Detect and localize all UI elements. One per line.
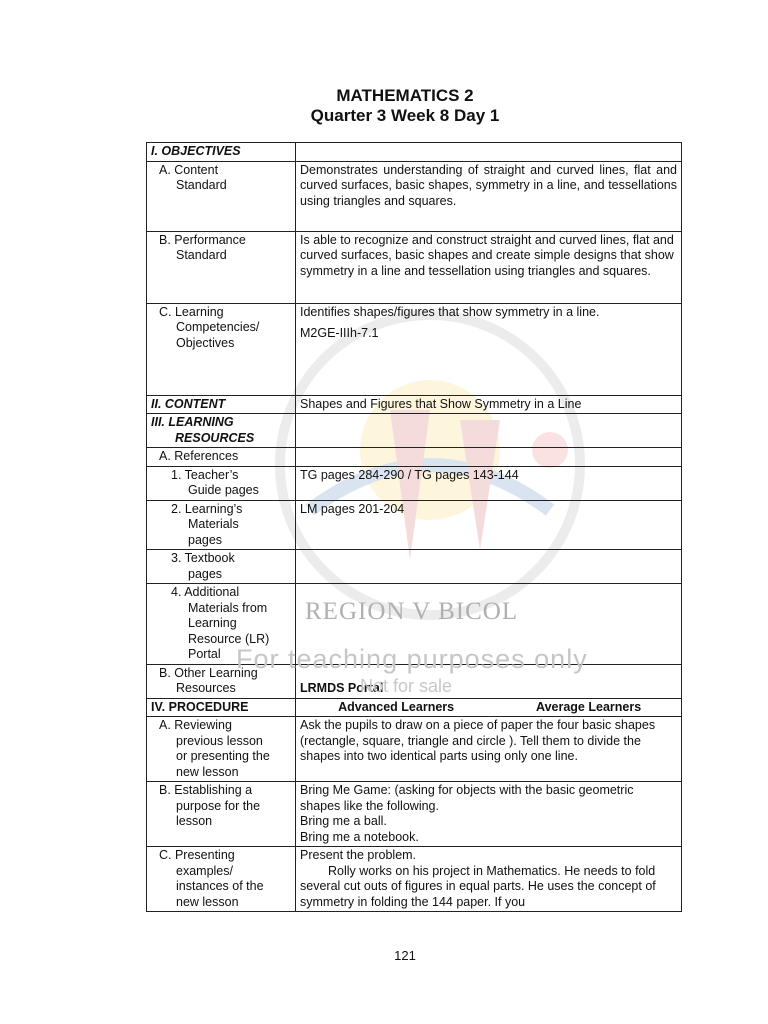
advanced-learners-heading: Advanced Learners (338, 699, 455, 714)
other-resources-text: LRMDS Portal (296, 664, 682, 698)
textbook-label (147, 550, 296, 584)
procedure-learners-header (296, 698, 682, 717)
label-line: Learning (188, 616, 237, 630)
learning-competencies-cell (296, 303, 682, 395)
content-standard-text: Demonstrates understanding of straight and curved lines, flat and curved surfaces, basic shapes, symmetry in a line, and tessellations using triangles and squares. (296, 161, 682, 231)
table-row (147, 664, 682, 698)
reviewing-text: Ask the pupils to draw on a piece of paper the four basic shapes (rectangle, square, triangle and circle ). Tell them to divide the shapes into two identical parts using only one line. (296, 717, 682, 782)
teachers-guide-text: TG pages 284-290 / TG pages 143-144 (296, 466, 682, 500)
label-line: Resources (176, 681, 236, 695)
content-heading: II. CONTENT (147, 395, 296, 414)
title-subject: MATHEMATICS 2 (336, 86, 474, 105)
label-line: Portal (188, 647, 221, 661)
label-line: Standard (176, 248, 227, 262)
label-line: 1. Teacher’s (171, 467, 239, 482)
label-line: A. Reviewing (159, 718, 232, 732)
reviewing-label (147, 717, 296, 782)
establishing-text: Bring Me Game: (asking for objects with the basic geometric shapes like the following. (300, 783, 634, 813)
learner-columns (296, 699, 681, 717)
table-row (147, 500, 682, 550)
additional-materials-label (147, 584, 296, 665)
competency-code: M2GE-IIIh-7.1 (300, 326, 379, 340)
table-row (147, 303, 682, 395)
procedure-heading: IV. PROCEDURE (147, 698, 296, 717)
label-line: B. Establishing a (159, 783, 253, 797)
establishing-item: Bring me a ball. (300, 814, 387, 828)
establishing-label (147, 782, 296, 847)
document-title (0, 86, 768, 126)
label-line: instances of the (176, 879, 264, 893)
label-line: 2. Learning’s (171, 501, 243, 516)
label-line: pages (188, 566, 223, 581)
label-line: Materials (188, 517, 239, 531)
references-empty-cell (296, 448, 682, 467)
label-line: C. Presenting (159, 848, 235, 862)
content-standard-label (147, 161, 296, 231)
learners-materials-text: LM pages 201-204 (296, 500, 682, 550)
establishing-item: Bring me a notebook. (300, 829, 419, 844)
watermark-purpose-text: For teaching purposes only (236, 644, 588, 674)
performance-standard-text: Is able to recognize and construct straight and curved lines, flat and curved surfaces, basic shapes and create simple designs that show symmetry in a line and tessellation using triangles and squares. (296, 231, 682, 303)
learning-competencies-text: Identifies shapes/figures that show symmetry in a line. (300, 304, 600, 319)
content-text: Shapes and Figures that Show Symmetry in a Line (296, 395, 682, 414)
page-number: 121 (394, 948, 416, 963)
table-row (147, 698, 682, 717)
presenting-label (147, 847, 296, 912)
performance-standard-label (147, 231, 296, 303)
table-row (147, 161, 682, 231)
table-row (147, 466, 682, 500)
label-line: Competencies/ (176, 320, 260, 334)
table-row (147, 231, 682, 303)
establishing-cell (296, 782, 682, 847)
learning-resources-heading (147, 414, 296, 448)
label-line: Objectives (176, 335, 235, 350)
lesson-plan-table (146, 142, 682, 912)
label-line: new lesson (176, 894, 239, 909)
table-row (147, 143, 682, 162)
presenting-intro: Present the problem. (300, 848, 417, 862)
presenting-cell (296, 847, 682, 912)
learning-competencies-label (147, 303, 296, 395)
objectives-empty-cell (296, 143, 682, 162)
table-row (147, 584, 682, 665)
title-quarter-week-day: Quarter 3 Week 8 Day 1 (310, 106, 500, 125)
label-line: or presenting the (176, 749, 270, 763)
teachers-guide-label (147, 466, 296, 500)
table-row (147, 782, 682, 847)
table-row (147, 847, 682, 912)
label-line: 3. Textbook (171, 551, 235, 565)
label-line: 4. Additional (171, 585, 240, 599)
other-resources-label (147, 664, 296, 698)
textbook-empty-cell (296, 550, 682, 584)
label-line: RESOURCES (175, 430, 255, 445)
label-line: Resource (LR) (188, 631, 270, 646)
label-line: lesson (176, 814, 213, 828)
presenting-problem-text: Rolly works on his project in Mathematics. He needs to fold several cut outs of figures in equal parts. He uses the concept of symmetry in folding the 144 paper. If you (300, 863, 656, 909)
learners-materials-label (147, 500, 296, 550)
label-line: A. Content (159, 162, 219, 177)
label-line: previous lesson (176, 733, 263, 748)
label-line: Materials from (188, 600, 268, 615)
references-label: A. References (147, 448, 296, 467)
label-line: C. Learning (159, 304, 224, 319)
table-row (147, 414, 682, 448)
average-learners-heading: Average Learners (536, 699, 642, 714)
label-line: examples/ (176, 863, 233, 878)
label-line: B. Other Learning (159, 665, 258, 680)
label-line: B. Performance (159, 232, 246, 247)
objectives-heading: I. OBJECTIVES (147, 143, 296, 162)
label-line: pages (188, 532, 223, 547)
additional-materials-empty-cell (296, 584, 682, 665)
label-line: Standard (176, 178, 227, 192)
label-line: new lesson (176, 764, 239, 779)
watermark-sale-text: Not for sale (360, 676, 453, 696)
label-line: III. LEARNING (151, 415, 234, 429)
table-row (147, 395, 682, 414)
table-row (147, 550, 682, 584)
watermark-region-text: REGION V BICOL (305, 598, 519, 625)
label-line: purpose for the (176, 798, 261, 813)
table-row (147, 448, 682, 467)
label-line: Guide pages (188, 483, 259, 497)
table-row (147, 717, 682, 782)
learning-resources-empty-cell (296, 414, 682, 448)
